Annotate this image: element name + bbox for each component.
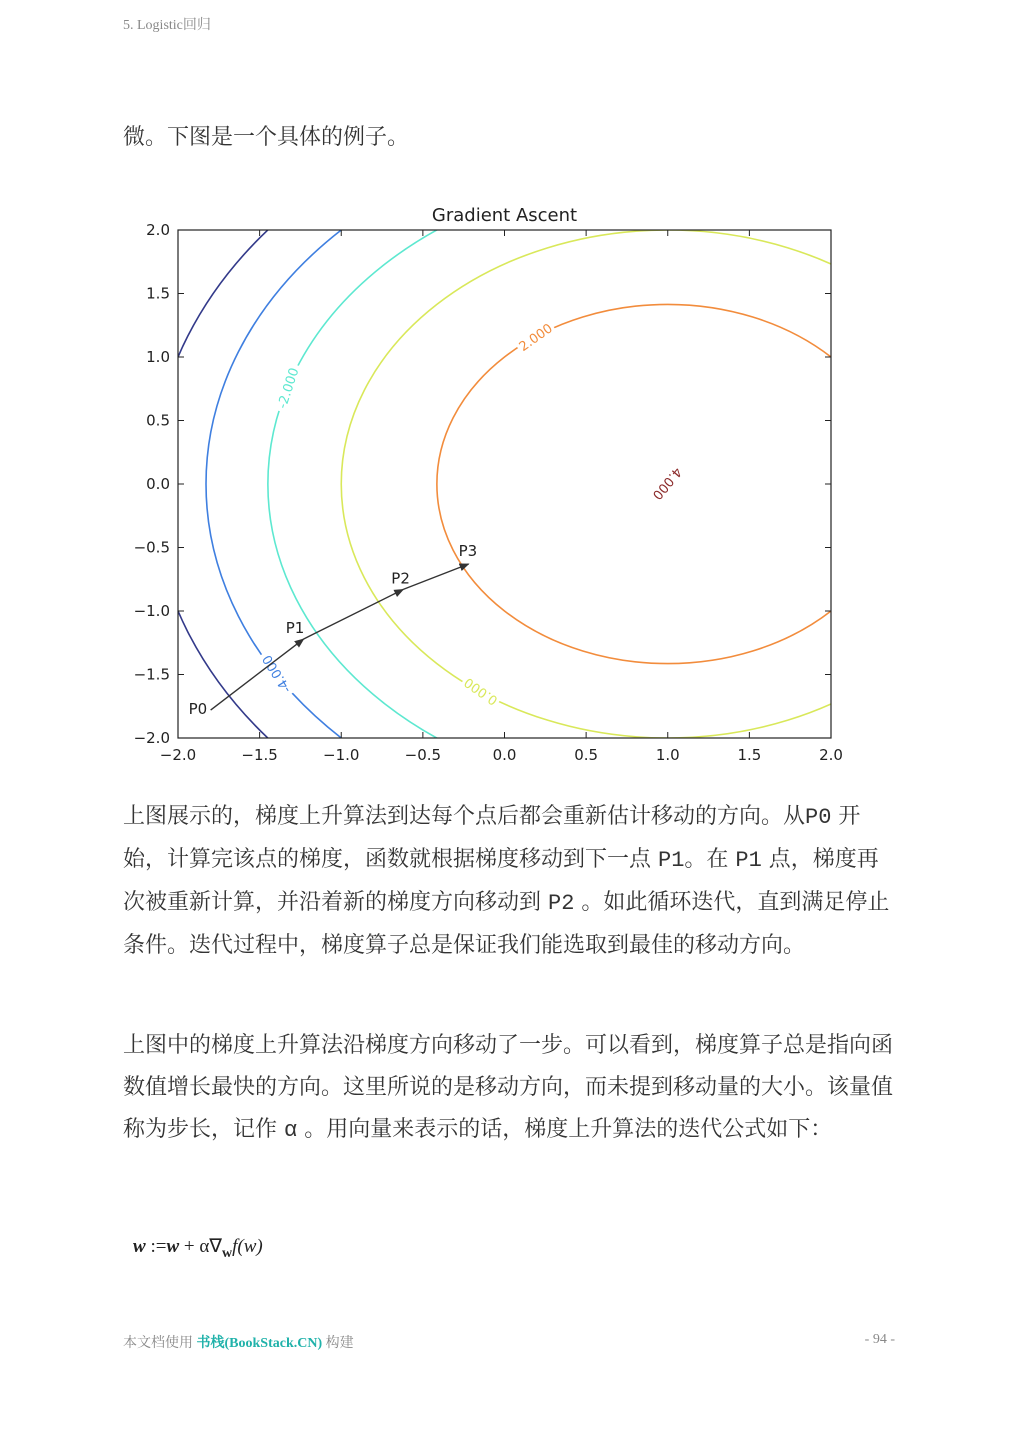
- x-tick-label: 0.0: [492, 746, 517, 764]
- point-label-p3: P3: [458, 542, 478, 561]
- y-tick-label: 0.5: [146, 411, 170, 430]
- text-run: 开始，计算完该点的梯度，函数就根据梯度移动到下一点: [123, 804, 861, 872]
- y-tick-label: −1.5: [133, 665, 170, 684]
- y-tick-label: 2.0: [146, 221, 170, 239]
- intro-text: 微。下图是一个具体的例子。: [123, 125, 410, 150]
- chart-title: Gradient Ascent: [431, 205, 578, 226]
- running-header: 5. Logistic回归: [123, 18, 211, 33]
- page-number: - 94 -: [864, 1332, 895, 1347]
- formula-plus-alpha: + α∇: [179, 1236, 223, 1257]
- inline-code: α: [284, 1118, 298, 1143]
- formula-function: f(w): [232, 1236, 263, 1257]
- point-label-p0: P0: [188, 700, 208, 719]
- x-tick-label: 1.5: [737, 746, 762, 764]
- text-run: 。用向量来表示的话，梯度上升算法的迭代公式如下：: [297, 1117, 833, 1142]
- contour-chart: [123, 198, 843, 773]
- formula-subscript-w: w: [222, 1246, 233, 1261]
- inline-code: P1: [735, 848, 762, 873]
- y-tick-label: 0.0: [146, 475, 170, 493]
- x-tick-label: −2.0: [159, 746, 197, 764]
- text-run: 。如此循环迭代，直到满足停止条件。迭代过程中，梯度算子总是保证我们能选取到最佳的移动方向。: [123, 890, 890, 958]
- contour-line: [206, 198, 843, 773]
- x-tick-label: 1.0: [655, 746, 680, 764]
- contour-label: 4.000: [648, 463, 685, 503]
- gradient-step-arrow: [304, 589, 404, 639]
- contour-line: [152, 198, 843, 773]
- inline-code: P2: [548, 891, 575, 916]
- point-label-p2: P2: [391, 569, 410, 588]
- footer-brand-link[interactable]: 书栈(BookStack.CN): [196, 1336, 323, 1351]
- point-label-p1: P1: [285, 618, 305, 637]
- gradient-step-arrow: [403, 564, 468, 589]
- footer-suffix: 构建: [322, 1336, 354, 1351]
- contour-line: [341, 230, 843, 738]
- contour-label: -2.000: [275, 366, 303, 411]
- body-paragraph-1: [123, 796, 898, 967]
- text-run: 上图展示的，梯度上升算法到达每个点后都会重新估计移动的方向。从: [123, 804, 806, 829]
- text-run: 上图中的梯度上升算法沿梯度方向移动了一步。可以看到，梯度算子总是指向函数值增长最快的方向。这里所说的是移动方向，而未提到移动量的大小。该量值称为步长，记作: [123, 1033, 894, 1142]
- text-run: 点，梯度再次被重新计算，并沿着新的梯度方向移动到: [123, 847, 879, 915]
- y-tick-label: −2.0: [133, 729, 170, 747]
- contour-line: [268, 198, 843, 773]
- update-formula: [133, 1235, 263, 1261]
- contour-line: [437, 304, 843, 663]
- footer-prefix: 本文档使用: [123, 1336, 197, 1351]
- contour-label: 2.000: [516, 321, 556, 355]
- x-tick-label: −1.5: [241, 746, 278, 764]
- body-paragraph-2: [123, 1025, 898, 1152]
- y-tick-label: −0.5: [133, 538, 170, 557]
- x-tick-label: −0.5: [404, 746, 442, 764]
- contour-label: 0.000: [461, 674, 501, 708]
- y-tick-label: 1.0: [146, 348, 170, 366]
- y-tick-label: −1.0: [133, 602, 170, 620]
- formula-w-lhs: w: [133, 1236, 146, 1257]
- x-tick-label: −1.0: [323, 746, 360, 764]
- gradient-ascent-figure: [123, 198, 843, 773]
- text-run: 。在: [684, 847, 736, 872]
- formula-w-rhs: w: [166, 1236, 180, 1257]
- footer-credit: [123, 1332, 354, 1352]
- y-tick-label: 1.5: [146, 284, 170, 303]
- inline-code: P1: [658, 848, 685, 873]
- formula-assign: :=: [145, 1236, 167, 1257]
- x-tick-label: 0.5: [574, 746, 599, 764]
- x-tick-label: 2.0: [819, 746, 843, 764]
- contour-label: -4.000: [259, 651, 295, 696]
- inline-code: P0: [805, 805, 832, 830]
